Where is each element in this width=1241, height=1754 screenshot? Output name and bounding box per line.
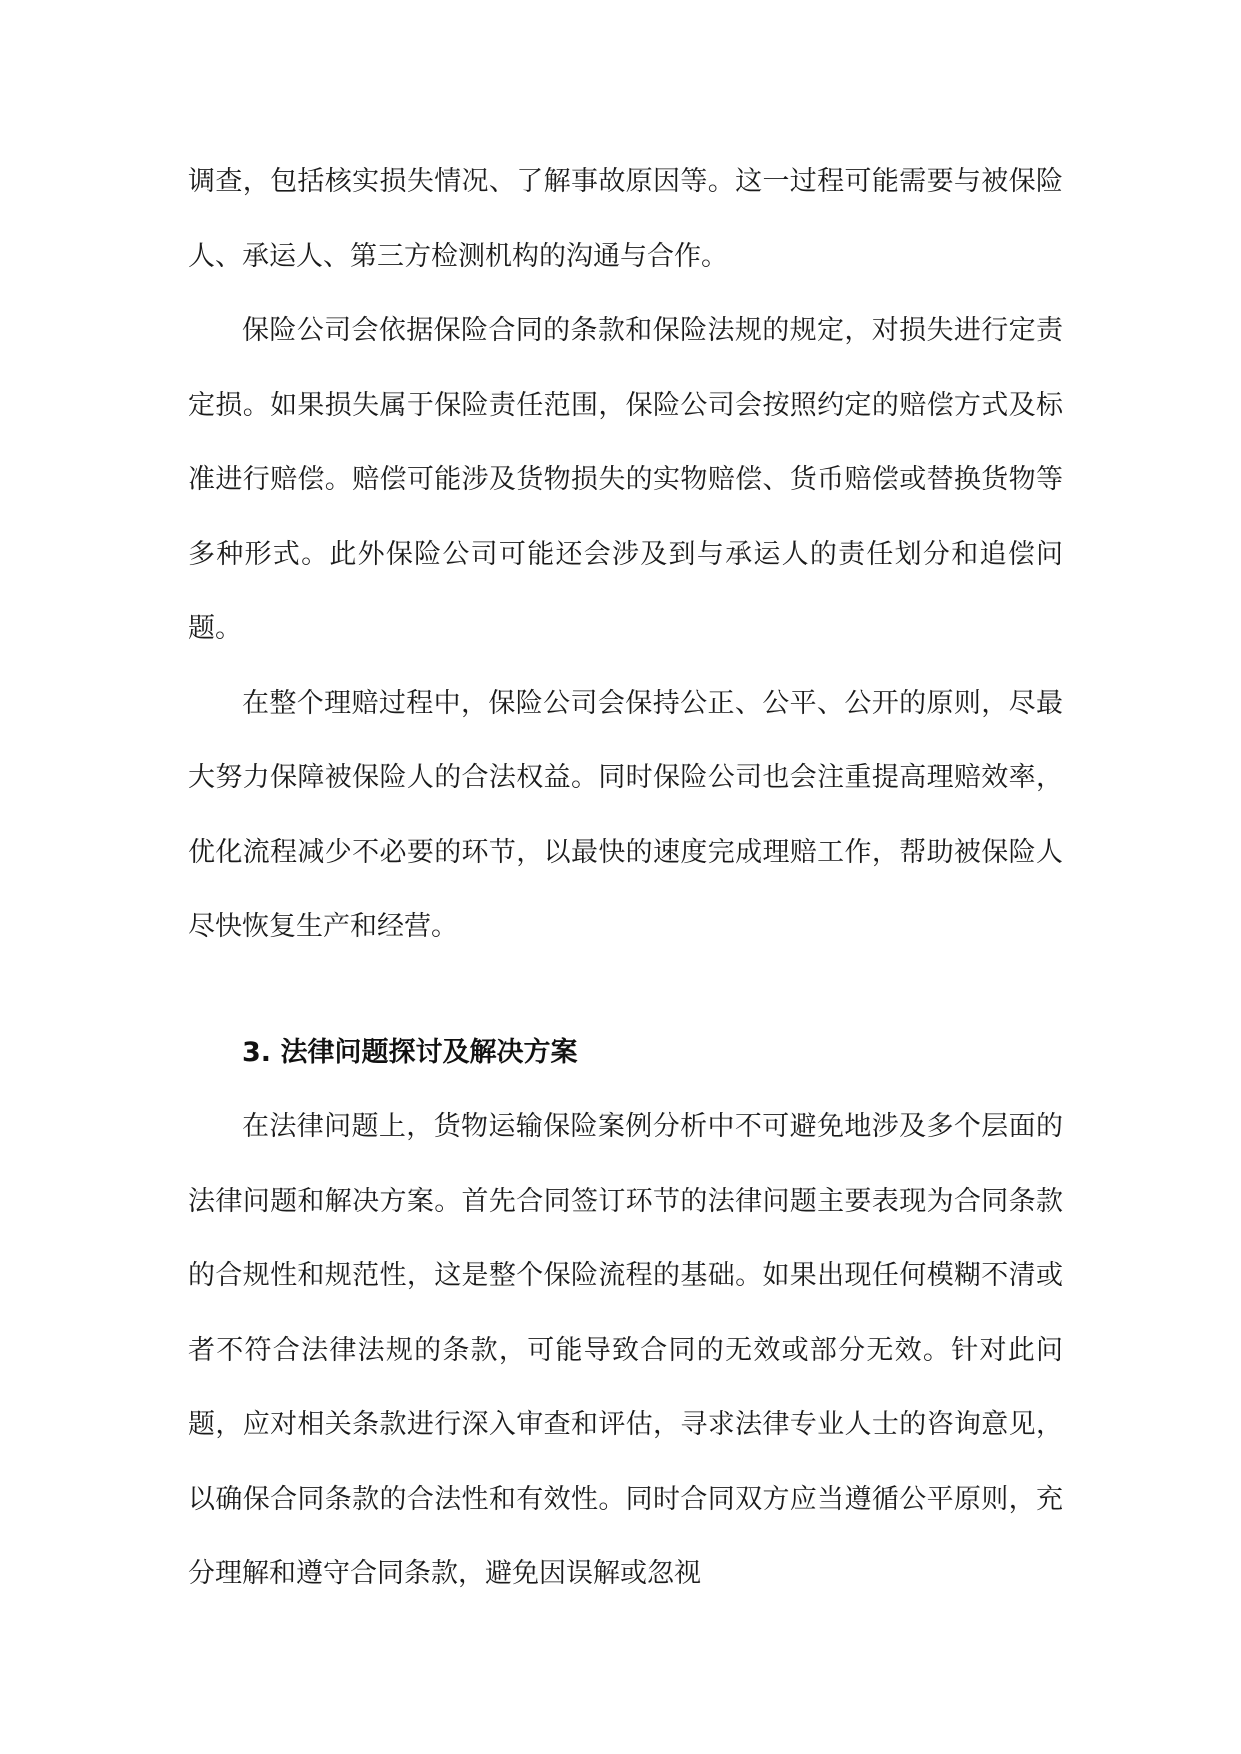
paragraph-claim-investigation: 调查，包括核实损失情况、了解事故原因等。这一过程可能需要与被保险人、承运人、第三方检测机构的沟通与合作。 xyxy=(188,166,1063,272)
paragraph-claim-principles: 在整个理赔过程中，保险公司会保持公正、公平、公开的原则，尽最大努力保障被保险人的合法权益。同时保险公司也会注重提高理赔效率，优化流程减少不必要的环节，以最快的速度完成理赔工作，帮助被保险人尽快恢复生产和经营。 xyxy=(188,687,1063,942)
paragraph-legal-issues: 在法律问题上，货物运输保险案例分析中不可避免地涉及多个层面的法律问题和解决方案。首先合同签订环节的法律问题主要表现为合同条款的合规性和规范性，这是整个保险流程的基础。如果出现任何模糊不清或者不符合法律法规的条款，可能导致合同的无效或部分无效。针对此问题，应对相关条款进行深入审查和评估，寻求法律专业人士的咨询意见，以确保合同条款的合法性和有效性。同时合同双方应当遵循公平原则，充分理解和遵守合同条款，避免因误解或忽视 xyxy=(188,1111,1063,1589)
paragraph-liability-determination: 保险公司会依据保险合同的条款和保险法规的规定，对损失进行定责定损。如果损失属于保险责任范围，保险公司会按照约定的赔偿方式及标准进行赔偿。赔偿可能涉及货物损失的实物赔偿、货币赔偿或替换货物等多种形式。此外保险公司可能还会涉及到与承运人的责任划分和追偿问题。 xyxy=(188,315,1063,644)
document-body xyxy=(188,145,1063,1612)
section-heading: 3. 法律问题探讨及解决方案 xyxy=(242,1036,578,1068)
